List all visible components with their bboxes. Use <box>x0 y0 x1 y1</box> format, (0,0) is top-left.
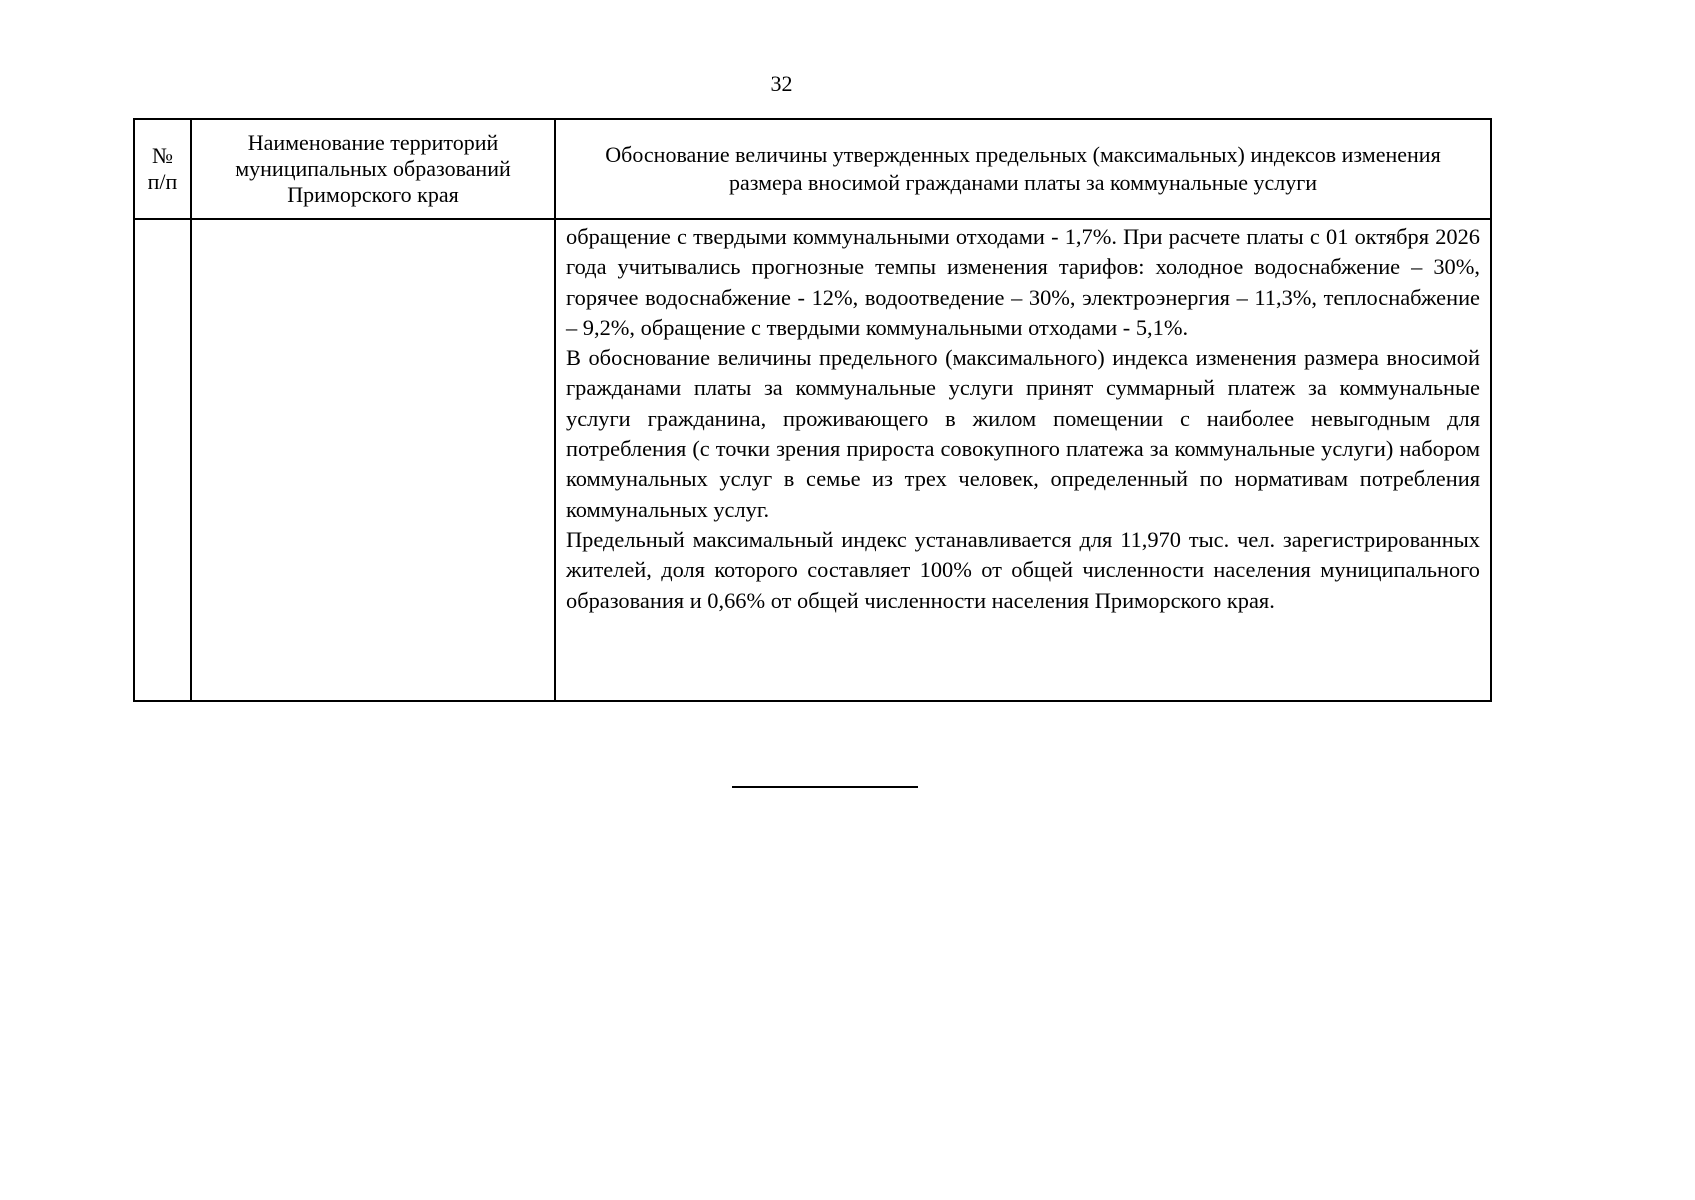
header-number-sign: № <box>152 143 173 168</box>
justification-paragraph-3: Предельный максимальный индекс устанавливается для 11,970 тыс. чел. зарегистрированных жителей, доля которого составляет 100% от общей численности населения муниципального образования и 0,66% от общей численности населения Приморского края. <box>566 526 1480 613</box>
row-territory-cell <box>191 219 555 701</box>
header-index-justification: Обоснование величины утвержденных предельных (максимальных) индексов изменения размера вносимой гражданами платы за коммунальные услуги <box>555 119 1491 219</box>
header-territory-name: Наименование территорий муниципальных образований Приморского края <box>191 119 555 219</box>
justification-paragraph-2: В обоснование величины предельного (максимального) индекса изменения размера вносимой гражданами платы за коммунальные услуги принят суммарный платеж за коммунальные услуги гражданина, проживающего в жилом помещении с наиболее невыгодным для потребления (с точки зрения прироста совокупного платежа за коммунальные услуги) набором коммунальных услуг в семье из трех человек, определенный по нормативам потребления коммунальных услуг. <box>566 345 1480 522</box>
header-number-column <box>134 119 191 219</box>
table-header-row <box>134 119 1491 219</box>
tariff-index-table <box>133 118 1492 702</box>
header-number-pp: п/п <box>147 169 178 194</box>
row-number-cell <box>134 219 191 701</box>
page-number: 32 <box>770 71 793 96</box>
justification-paragraph-1: обращение с твердыми коммунальными отходами - 1,7%. При расчете платы с 01 октября 2026 года учитывались прогнозные темпы изменения тарифов: холодное водоснабжение – 30%, горячее водоснабжение - 12%, водоотведение – 30%, электроэнергия – 11,3%, теплоснабжение – 9,2%, обращение с твердыми коммунальными отходами - 5,1%. <box>566 224 1480 340</box>
row-justification-cell <box>555 219 1491 701</box>
end-of-document-rule <box>732 786 918 788</box>
table-row <box>134 219 1491 701</box>
